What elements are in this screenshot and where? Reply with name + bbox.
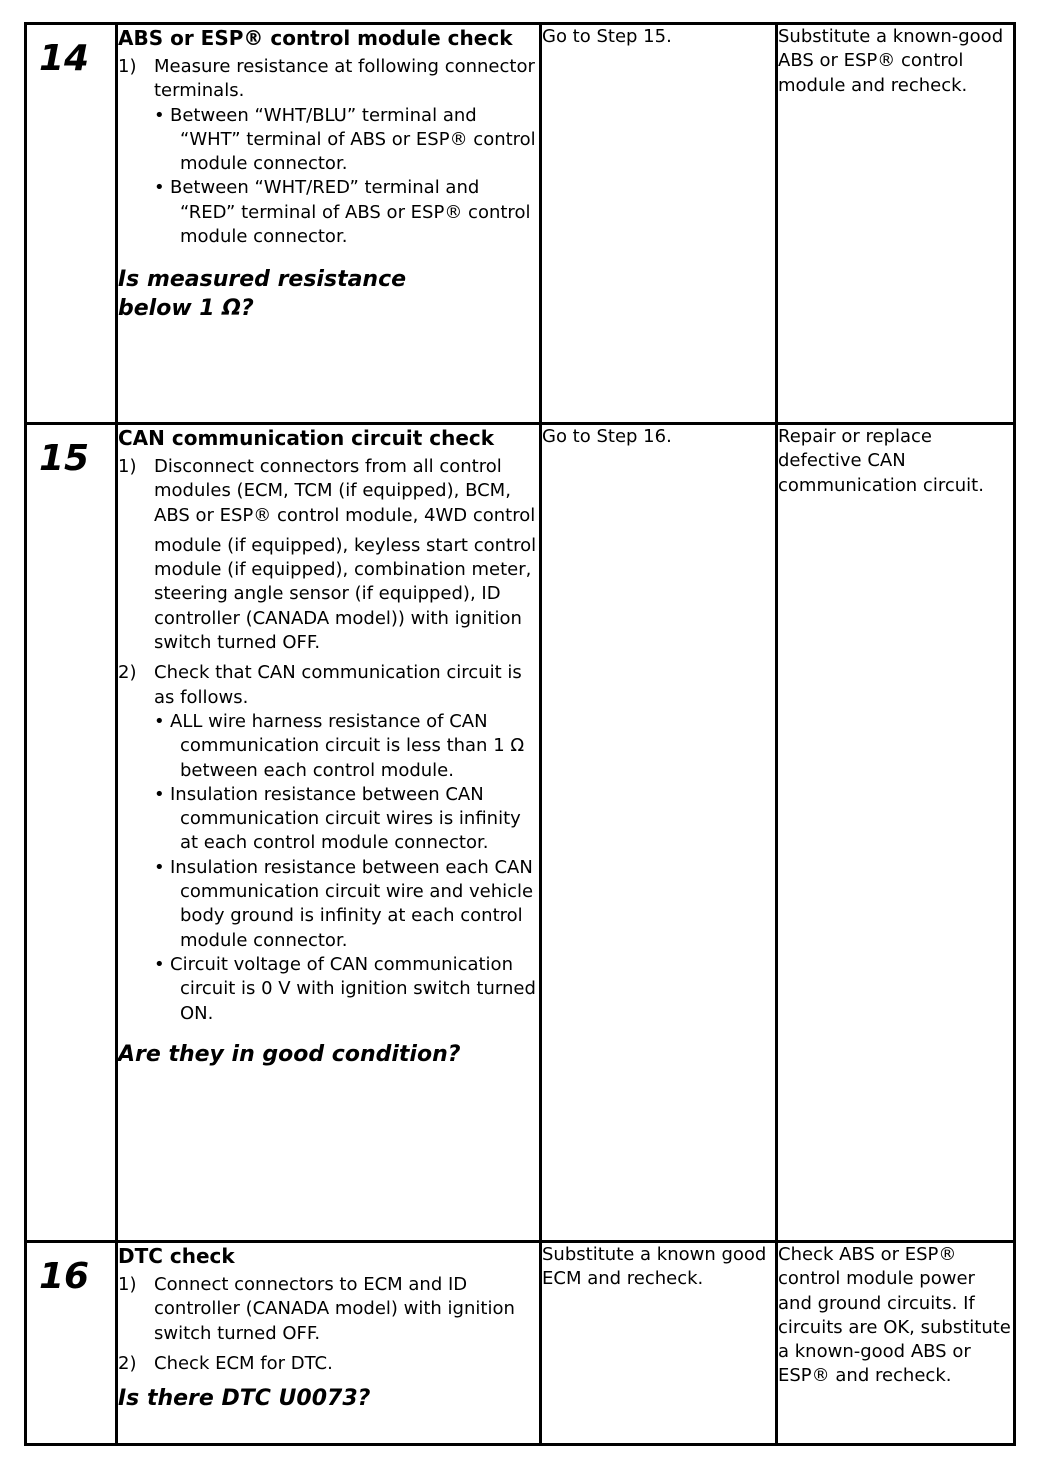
step-title: CAN communication circuit check: [118, 426, 495, 450]
step-row-16: [26, 1242, 1015, 1445]
action-cell: [117, 1242, 541, 1445]
item-number: 2): [118, 1352, 137, 1374]
item-number: 1): [118, 1274, 137, 1295]
step-number: 15: [39, 438, 90, 479]
step-number-cell: [26, 24, 117, 424]
bullet-item: • Insulation resistance between each CAN communication circuit wire and vehicle body ground is infinity at each control module connector.: [154, 856, 534, 951]
procedure-item: [118, 55, 539, 104]
item-number: 1): [118, 456, 137, 477]
item-text: Disconnect connectors from all control modules (ECM, TCM (if equipped), BCM, ABS or ESP® control module, 4WD control: [154, 456, 536, 526]
bullet-icon: •: [154, 710, 165, 732]
bullet-icon: •: [154, 177, 165, 199]
bullet-item: • Circuit voltage of CAN communication circuit is 0 V with ignition switch turned ON.: [154, 953, 536, 1024]
yes-action: Go to Step 15.: [541, 24, 777, 424]
yes-action: Substitute a known good ECM and recheck.: [541, 1242, 777, 1445]
item-text: Connect connectors to ECM and ID controller (CANADA model) with ignition switch turned OFF.: [154, 1274, 515, 1344]
bullet-icon: •: [154, 783, 165, 805]
bullet-icon: •: [154, 104, 165, 126]
item-number: 2): [118, 662, 137, 684]
procedure-item: [118, 455, 539, 528]
bullet-item: • ALL wire harness resistance of CAN communication circuit is less than 1 Ω between each control module.: [154, 710, 525, 781]
step-number: 16: [39, 1256, 90, 1297]
procedure-item: [118, 1273, 539, 1346]
procedure-item: [118, 661, 539, 710]
bullet-icon: •: [154, 953, 165, 975]
no-action: Repair or replace defective CAN communication circuit.: [777, 424, 1015, 1242]
step-number-cell: [26, 1242, 117, 1445]
bullet-list: [154, 104, 539, 250]
step-row-14: [26, 24, 1015, 424]
bullet-list: [154, 710, 539, 1026]
bullet-item: • Between “WHT/RED” terminal and “RED” terminal of ABS or ESP® control module connector.: [154, 177, 531, 248]
step-number-cell: [26, 424, 117, 1242]
item-continuation: module (if equipped), keyless start control module (if equipped), combination meter, steering angle sensor (if equipped), ID controller (CANADA model)) with ignition switch turned OFF.: [154, 534, 537, 654]
step-question: Is measured resistance below 1 Ω?: [118, 267, 407, 322]
step-row-15: [26, 424, 1015, 1242]
bullet-item: • Between “WHT/BLU” terminal and “WHT” terminal of ABS or ESP® control module connector.: [154, 104, 536, 175]
item-text: Check that CAN communication circuit is as follows.: [154, 662, 522, 708]
step-question: Is there DTC U0073?: [118, 1386, 371, 1412]
bullet-item: • Insulation resistance between CAN communication circuit wires is infinity at each control module connector.: [154, 783, 521, 854]
no-action: Substitute a known-good ABS or ESP® control module and recheck.: [777, 24, 1015, 424]
troubleshooting-table: [24, 22, 1016, 1446]
item-text: Measure resistance at following connector terminals.: [154, 56, 535, 102]
step-title: DTC check: [118, 1244, 235, 1268]
step-number: 14: [39, 38, 90, 79]
step-title: ABS or ESP® control module check: [118, 26, 513, 50]
step-question: Are they in good condition?: [118, 1041, 461, 1067]
item-text: Check ECM for DTC.: [154, 1352, 333, 1374]
yes-action: Go to Step 16.: [541, 424, 777, 1242]
no-action: Check ABS or ESP® control module power and ground circuits. If circuits are OK, substitute a known-good ABS or ESP® and recheck.: [777, 1242, 1015, 1445]
bullet-icon: •: [154, 856, 165, 878]
action-cell: [117, 424, 541, 1242]
procedure-item: [118, 1352, 539, 1376]
action-cell: [117, 24, 541, 424]
item-number: 1): [118, 56, 137, 77]
